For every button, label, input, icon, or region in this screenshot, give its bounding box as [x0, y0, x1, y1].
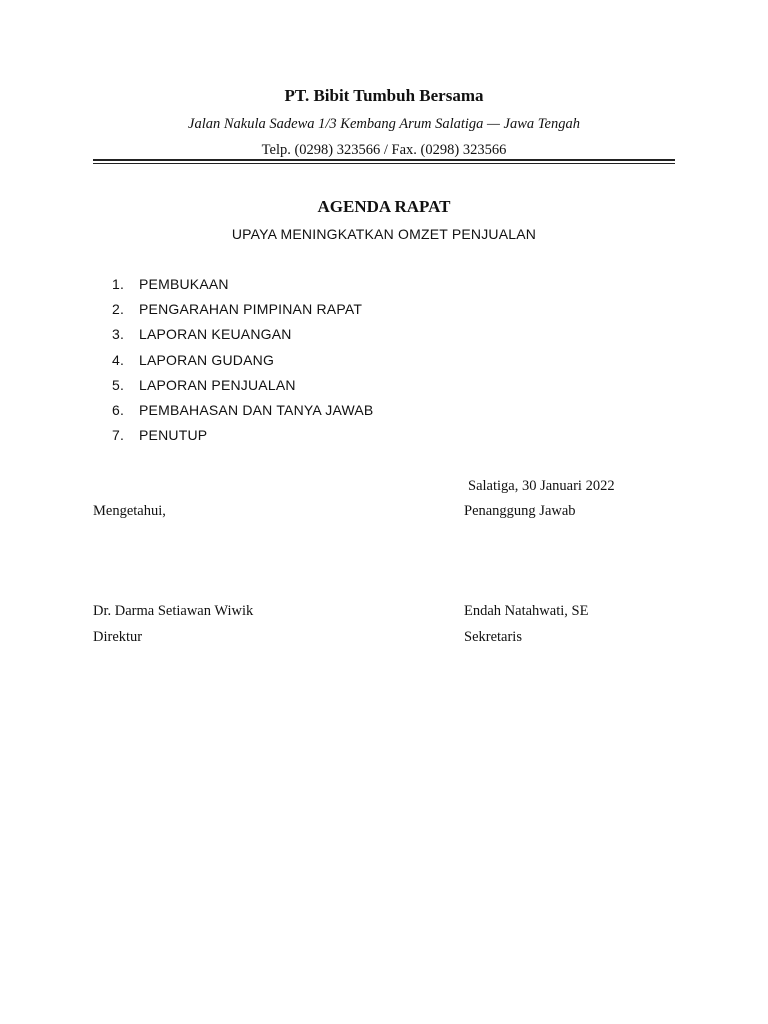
list-item [112, 274, 373, 299]
director-name: Dr. Darma Setiawan Wiwik [93, 603, 254, 619]
header-rule-thick [93, 159, 675, 161]
list-item [112, 299, 373, 324]
list-item [112, 324, 373, 349]
list-item-text: PEMBUKAAN [139, 276, 229, 292]
company-phone: Telp. (0298) 323566 / Fax. (0298) 323566 [261, 142, 507, 158]
company-name: PT. Bibit Tumbuh Bersama [284, 86, 484, 105]
list-item-number: 7. [112, 427, 125, 444]
director-role: Direktur [93, 629, 143, 645]
list-item-text: LAPORAN GUDANG [139, 351, 275, 368]
list-item-number: 3. [112, 326, 125, 343]
list-item-number: 5. [112, 376, 125, 393]
list-item-text: PENUTUP [139, 427, 208, 444]
list-item [112, 425, 373, 450]
list-item-number: 6. [112, 401, 125, 418]
acknowledged-label: Mengetahui, [93, 503, 166, 519]
secretary-name: Endah Natahwati, SE [464, 603, 589, 619]
list-item-text: PEMBAHASAN DAN TANYA JAWAB [139, 401, 374, 418]
list-item-number: 2. [112, 301, 125, 318]
list-item [112, 375, 373, 400]
list-item-text: PENGARAHAN PIMPINAN RAPAT [139, 301, 363, 318]
company-address: Jalan Nakula Sadewa 1/3 Kembang Arum Salatiga — Jawa Tengah [188, 116, 580, 132]
list-item [112, 400, 373, 425]
header-rule-thin [93, 163, 675, 164]
secretary-role: Sekretaris [464, 629, 522, 645]
document-subtitle: UPAYA MENINGKATKAN OMZET PENJUALAN [231, 226, 537, 242]
list-item-text: LAPORAN PENJUALAN [139, 376, 296, 393]
agenda-list [112, 274, 373, 450]
list-item [112, 350, 373, 375]
list-item-number: 1. [112, 276, 125, 292]
signature-date: Salatiga, 30 Januari 2022 [468, 478, 615, 494]
list-item-number: 4. [112, 351, 125, 368]
document-title: AGENDA RAPAT [317, 197, 451, 216]
list-item-text: LAPORAN KEUANGAN [139, 326, 292, 343]
responsible-label: Penanggung Jawab [464, 503, 576, 519]
